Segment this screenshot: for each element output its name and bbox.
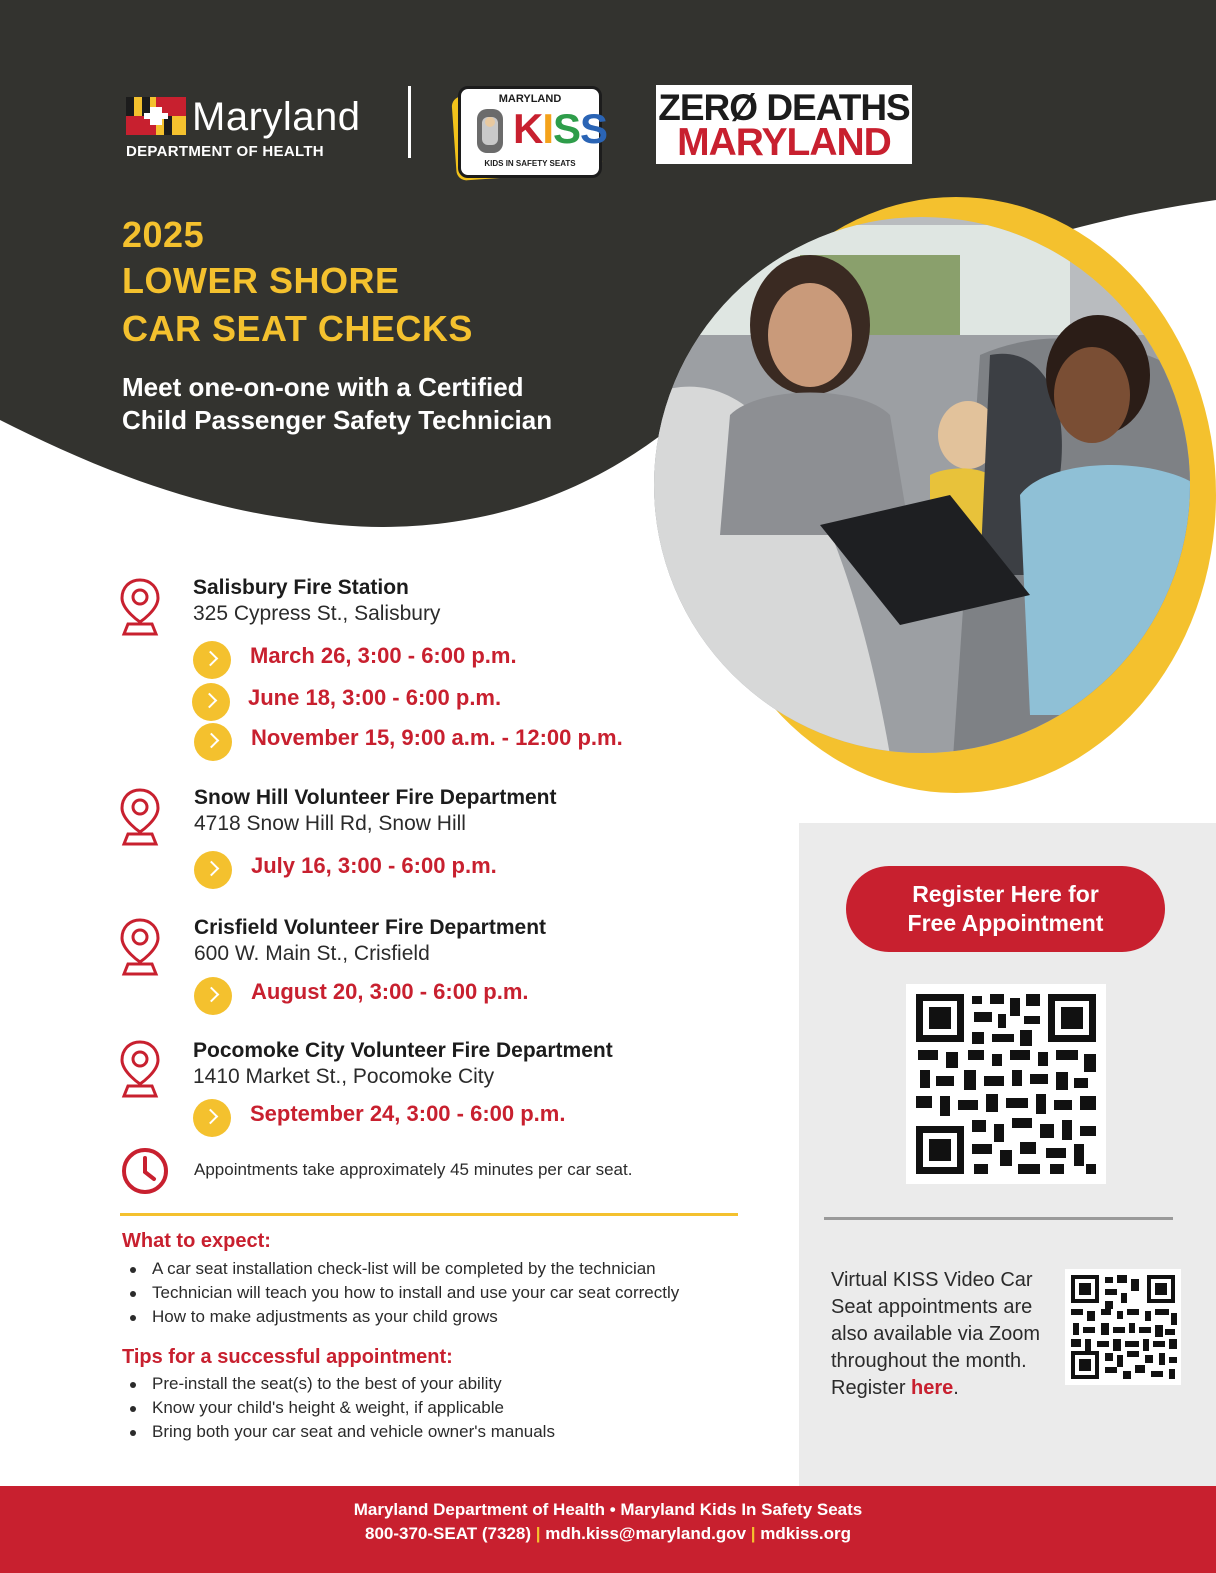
tips-list [128,1372,555,1444]
zero-deaths-line2: MARYLAND [677,121,891,164]
title-line-1: LOWER SHORE [122,260,400,301]
date-item: August 20, 3:00 - 6:00 p.m. [251,979,529,1004]
kiss-logo [454,82,608,178]
footer-separator: | [535,1524,541,1543]
list-item: Technician will teach you how to install and use your car seat correctly [128,1281,679,1305]
logo-divider [408,86,411,158]
register-here-link[interactable]: here [911,1377,954,1399]
department-label: DEPARTMENT OF HEALTH [126,143,324,160]
date-item: July 16, 3:00 - 6:00 p.m. [251,853,497,878]
expect-heading: What to expect: [122,1230,271,1252]
title-line-2: CAR SEAT CHECKS [122,308,473,349]
location-name: Pocomoke City Volunteer Fire Department [193,1039,613,1062]
panel-divider [824,1217,1173,1220]
footer-email[interactable]: mdh.kiss@maryland.gov [545,1524,747,1543]
date-item: November 15, 9:00 a.m. - 12:00 p.m. [251,725,623,750]
clock-icon [120,1146,170,1196]
virtual-qr-code[interactable] [1065,1269,1181,1385]
footer-phone[interactable]: 800-370-SEAT (7328) [365,1524,531,1543]
location-address: 1410 Market St., Pocomoke City [193,1065,495,1088]
subtitle-line-2: Child Passenger Safety Technician [122,405,553,435]
maryland-wordmark: Maryland [192,95,361,139]
kiss-bottom-text: KIDS IN SAFETY SEATS [484,159,576,168]
virtual-appointment-text: Virtual KISS Video Car Seat appointments are also available via Zoom throughout the month. Register here. [831,1269,1040,1399]
location-address: 4718 Snow Hill Rd, Snow Hill [194,812,466,835]
car-seat-icon [471,107,511,157]
location-name: Salisbury Fire Station [193,576,409,599]
list-item: How to make adjustments as your child grows [128,1305,679,1329]
footer-separator: | [750,1524,756,1543]
kiss-top-text: MARYLAND [498,93,562,105]
register-line-1: Register Here for [912,881,1099,907]
location-name: Snow Hill Volunteer Fire Department [194,786,557,809]
chevron-right-icon [193,641,231,679]
zero-deaths-logo [656,85,912,164]
list-item: Know your child's height & weight, if applicable [128,1396,555,1420]
chevron-right-icon [194,977,232,1015]
tips-heading: Tips for a successful appointment: [122,1346,453,1368]
register-button[interactable] [846,866,1165,952]
date-item: March 26, 3:00 - 6:00 p.m. [250,643,517,668]
footer-line-1: Maryland Department of Health • Maryland Kids In Safety Seats [353,1500,863,1519]
register-line-2: Free Appointment [907,910,1104,936]
list-item: A car seat installation check-list will be completed by the technician [128,1257,679,1281]
location-pin-icon [120,918,160,976]
footer-website[interactable]: mdkiss.org [760,1524,851,1543]
footer-contacts [0,1524,1216,1544]
title-year: 2025 [122,214,205,255]
chevron-right-icon [194,723,232,761]
list-item: Pre-install the seat(s) to the best of your ability [128,1372,555,1396]
kiss-wordmark: KISS [513,105,608,152]
chevron-right-icon [193,1099,231,1137]
expect-list [128,1257,679,1329]
technician-photo [650,195,1216,803]
register-qr-code[interactable] [906,984,1106,1184]
location-pin-icon [120,578,160,636]
location-address: 325 Cypress St., Salisbury [193,602,441,625]
maryland-health-logo [126,95,376,165]
divider [120,1213,738,1216]
location-pin-icon [120,1040,160,1098]
list-item: Bring both your car seat and vehicle owner's manuals [128,1420,555,1444]
date-item: September 24, 3:00 - 6:00 p.m. [250,1101,566,1126]
zero-deaths-line1: ZERØ DEATHS [658,87,910,128]
maryland-flag-icon [126,97,186,135]
location-address: 600 W. Main St., Crisfield [194,942,430,965]
location-pin-icon [120,788,160,846]
subtitle-line-1: Meet one-on-one with a Certified [122,372,524,402]
location-name: Crisfield Volunteer Fire Department [194,916,547,939]
duration-note: Appointments take approximately 45 minutes per car seat. [194,1160,633,1179]
chevron-right-icon [194,851,232,889]
date-item: June 18, 3:00 - 6:00 p.m. [248,685,502,710]
chevron-right-icon [192,683,230,721]
